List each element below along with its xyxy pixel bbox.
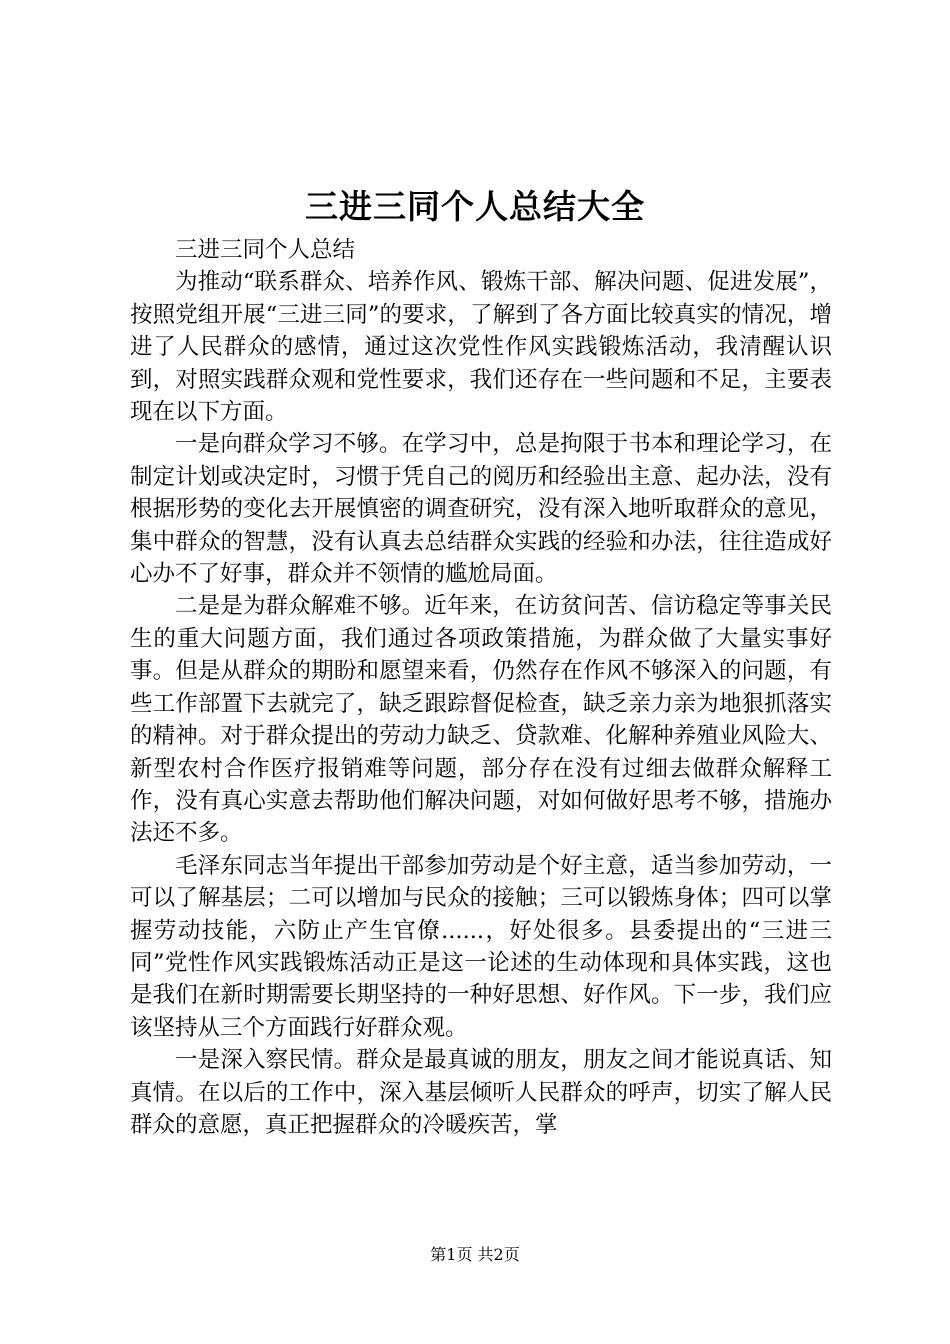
paragraph: 毛泽东同志当年提出干部参加劳动是个好主意，适当参加劳动，一可以了解基层；二可以增加与民众的接触；三可以锻炼身体；四可以掌握劳动技能，六防止产生官僚......，好处很多。县委提出的“三进三同”党性作风实践锻炼活动正是这一论述的生动体现和具体实践，这也是我们在新时期需要长期坚持的一种好思想、好作风。下一步，我们应该坚持从三个方面践行好群众观。	[130, 852, 832, 1041]
paragraph: 一是向群众学习不够。在学习中，总是拘限于书本和理论学习，在制定计划或决定时，习惯于凭自己的阅历和经验出主意、起办法，没有根据形势的变化去开展慎密的调查研究，没有深入地听取群众的意见，集中群众的智慧，没有认真去总结群众实践的经验和办法，往往造成好心办不了好事，群众并不领情的尴尬局面。	[130, 431, 832, 588]
document-title: 三进三同个人总结大全	[305, 187, 645, 226]
paragraph: 二是是为群众解难不够。近年来，在访贫问苦、信访稳定等事关民生的重大问题方面，我们通过各项政策措施，为群众做了大量实事好事。但是从群众的期盼和愿望来看，仍然存在作风不够深入的问题，有些工作部置下去就完了，缺乏跟踪督促检查，缺乏亲力亲为地狠抓落实的精神。对于群众提出的劳动力缺乏、贷款难、化解种养殖业风险大、新型农村合作医疗报销难等问题，部分存在没有过细去做群众解释工作，没有真心实意去帮助他们解决问题，对如何做好思考不够，措施办法还不多。	[130, 593, 832, 847]
paragraph: 一是深入察民情。群众是最真诚的朋友，朋友之间才能说真话、知真情。在以后的工作中，深入基层倾听人民群众的呼声，切实了解人民群众的意愿，真正把握群众的冷暖疾苦，掌	[130, 1047, 832, 1138]
paragraph: 为推动“联系群众、培养作风、锻炼干部、解决问题、促进发展”，按照党组开展“三进三同”的要求，了解到了各方面比较真实的情况，增进了人民群众的感情，通过这次党性作风实践锻炼活动，我清醒认识到，对照实践群众观和党性要求，我们还存在一些问题和不足，主要表现在以下方面。	[130, 269, 832, 426]
page-indicator: 第1页 共2页	[430, 1245, 520, 1264]
page-footer	[0, 1243, 950, 1267]
paragraph-subtitle: 三进三同个人总结	[175, 237, 356, 263]
document-body	[130, 234, 832, 1141]
